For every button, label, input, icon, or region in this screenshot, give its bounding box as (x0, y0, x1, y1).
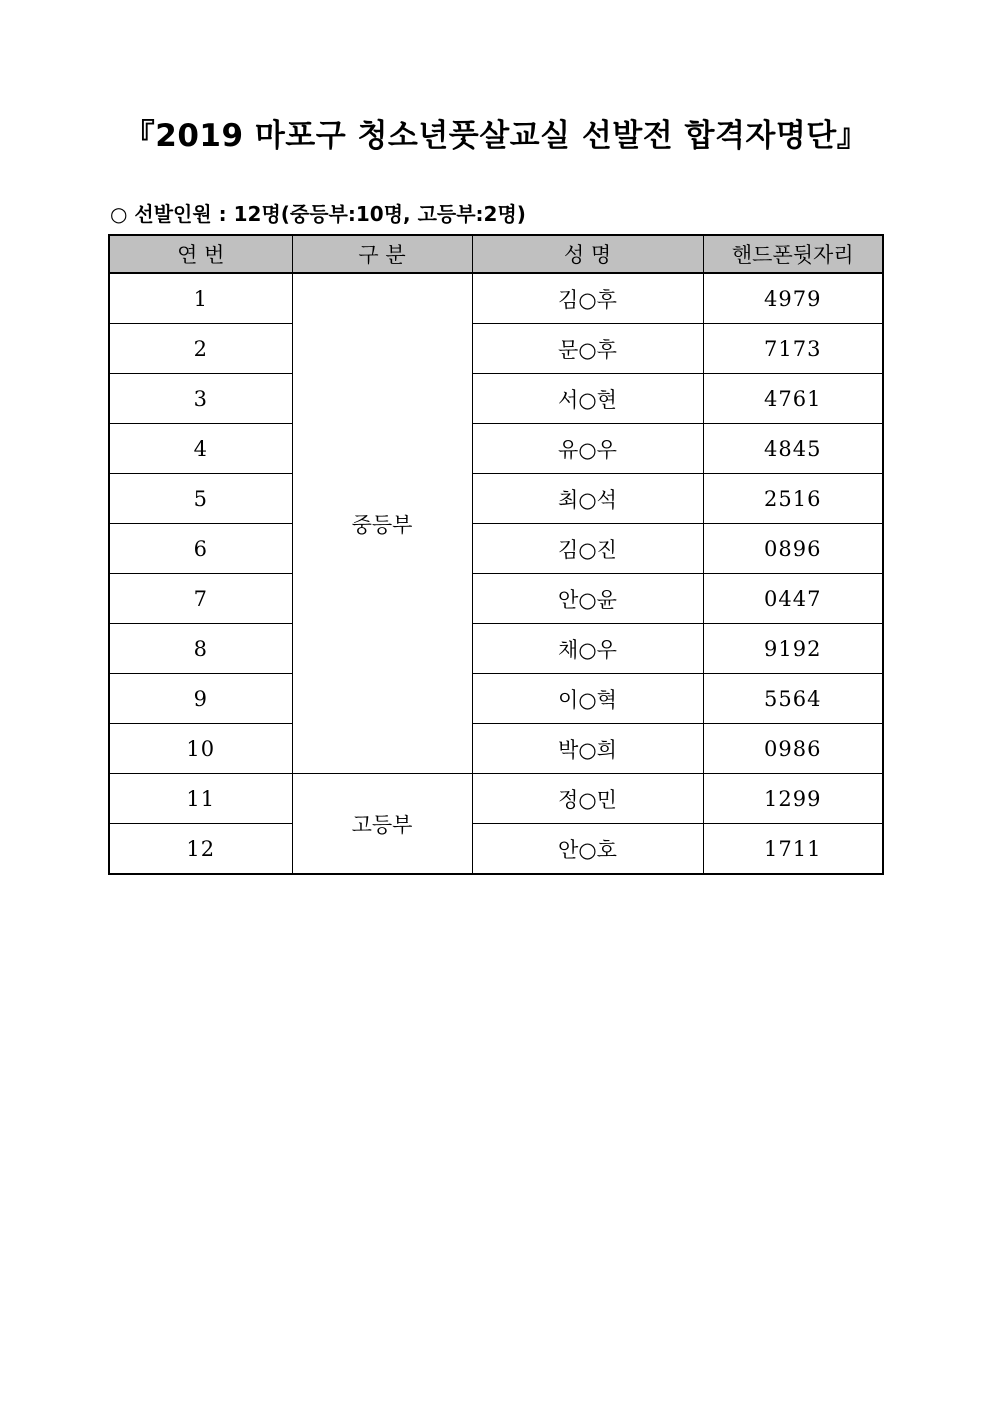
row-name: 박○희 (472, 724, 703, 774)
row-number: 6 (109, 524, 292, 574)
table-row (109, 674, 883, 724)
row-phone: 0896 (703, 524, 883, 574)
table-row (109, 624, 883, 674)
row-name: 유○우 (472, 424, 703, 474)
table-row (109, 724, 883, 774)
header-phone: 핸드폰뒷자리 (703, 235, 883, 273)
row-name: 김○후 (472, 273, 703, 324)
header-name: 성 명 (472, 235, 703, 273)
table-row (109, 824, 883, 875)
category-cell: 고등부 (292, 774, 472, 875)
row-name: 최○석 (472, 474, 703, 524)
row-name: 김○진 (472, 524, 703, 574)
row-number: 11 (109, 774, 292, 824)
row-phone: 7173 (703, 324, 883, 374)
row-phone: 0447 (703, 574, 883, 624)
row-phone: 4761 (703, 374, 883, 424)
row-number: 2 (109, 324, 292, 374)
row-number: 4 (109, 424, 292, 474)
table-row (109, 574, 883, 624)
row-number: 3 (109, 374, 292, 424)
row-number: 10 (109, 724, 292, 774)
row-phone: 4979 (703, 273, 883, 324)
header-no: 연 번 (109, 235, 292, 273)
table-row (109, 424, 883, 474)
table-row (109, 273, 883, 324)
selection-summary: ○ 선발인원 : 12명(중등부:10명, 고등부:2명) (110, 202, 526, 226)
header-category: 구 분 (292, 235, 472, 273)
category-cell: 중등부 (292, 273, 472, 774)
row-name: 안○호 (472, 824, 703, 875)
row-phone: 2516 (703, 474, 883, 524)
row-phone: 1711 (703, 824, 883, 875)
row-name: 채○우 (472, 624, 703, 674)
table-row (109, 524, 883, 574)
row-phone: 5564 (703, 674, 883, 724)
roster-table (108, 234, 884, 875)
row-phone: 4845 (703, 424, 883, 474)
row-number: 9 (109, 674, 292, 724)
row-number: 5 (109, 474, 292, 524)
row-number: 12 (109, 824, 292, 875)
table-row (109, 474, 883, 524)
document-title: 『2019 마포구 청소년풋살교실 선발전 합격자명단』 (123, 118, 869, 154)
row-name: 이○혁 (472, 674, 703, 724)
row-name: 정○민 (472, 774, 703, 824)
row-name: 안○윤 (472, 574, 703, 624)
table-row (109, 374, 883, 424)
row-phone: 9192 (703, 624, 883, 674)
table-header-row (109, 235, 883, 273)
row-phone: 0986 (703, 724, 883, 774)
row-number: 8 (109, 624, 292, 674)
row-name: 문○후 (472, 324, 703, 374)
row-number: 7 (109, 574, 292, 624)
table-row (109, 324, 883, 374)
table-row (109, 774, 883, 824)
row-phone: 1299 (703, 774, 883, 824)
row-number: 1 (109, 273, 292, 324)
row-name: 서○현 (472, 374, 703, 424)
